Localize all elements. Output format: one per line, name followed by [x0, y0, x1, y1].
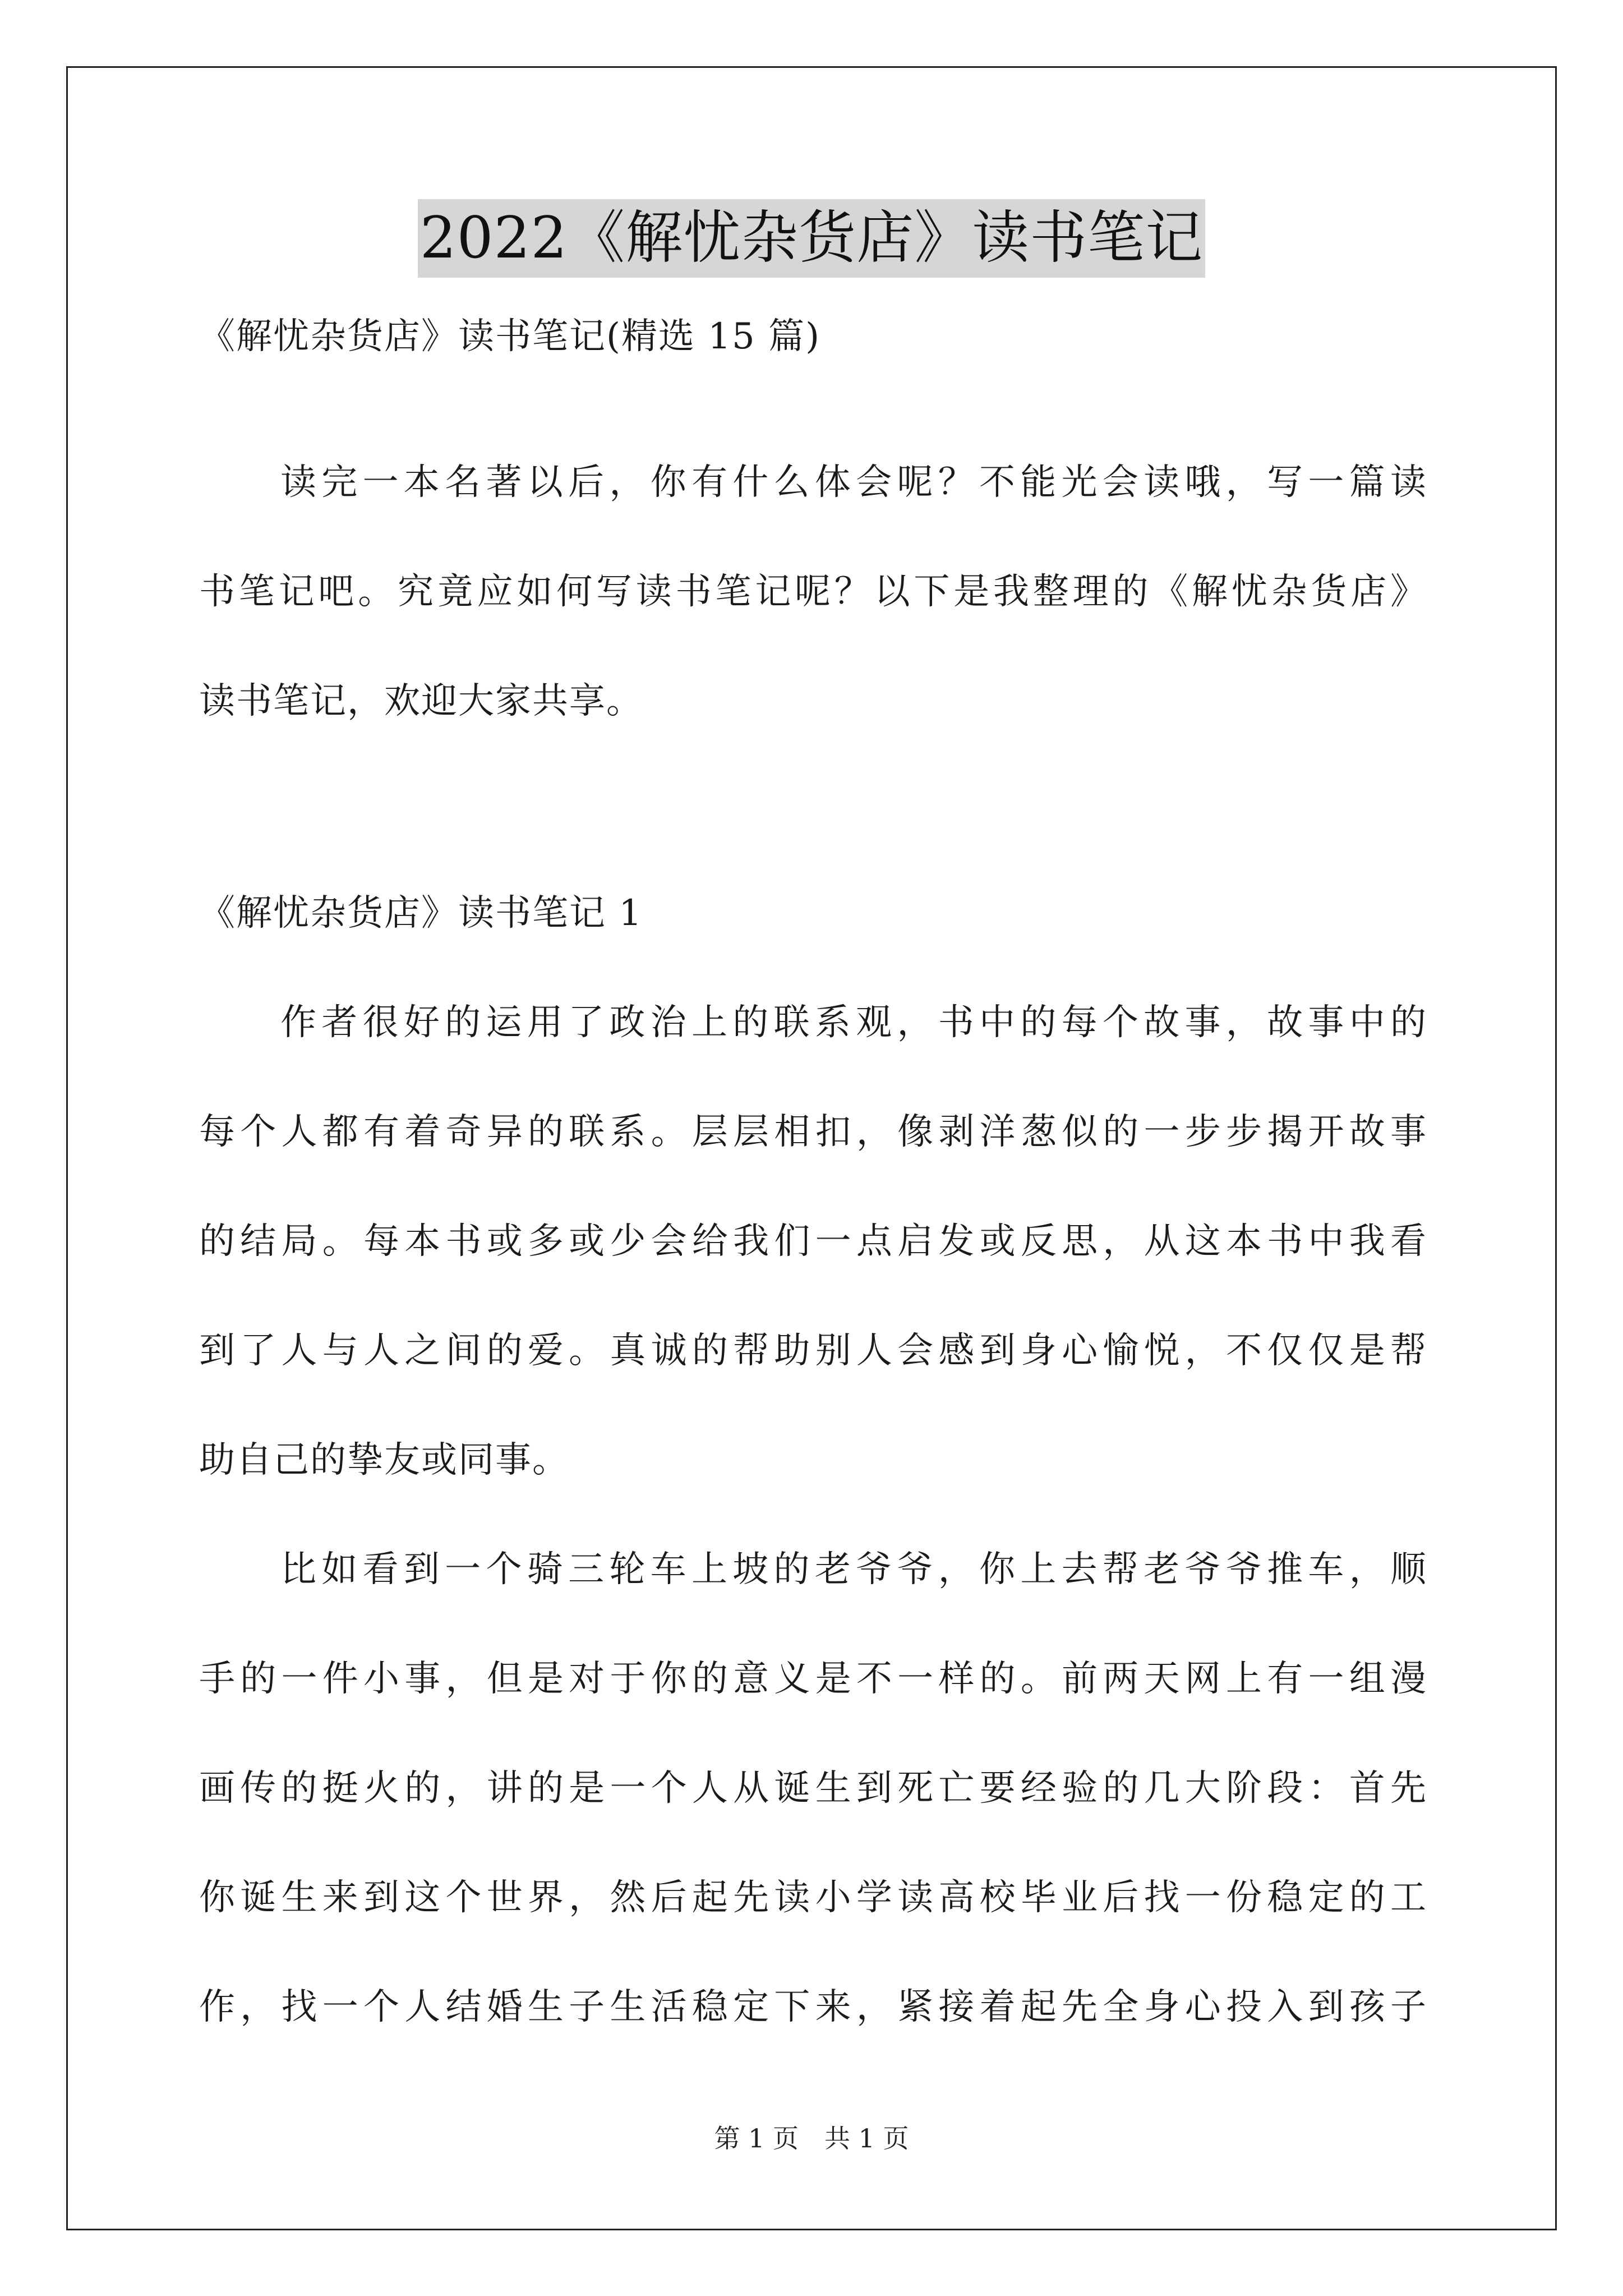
paragraph-line: 作者很好的运用了政治上的联系观，书中的每个故事，故事中的 — [280, 1002, 1427, 1043]
section-heading: 《解忧杂货店》读书笔记 1 — [199, 892, 643, 934]
document-title: 2022《解忧杂货店》读书笔记 — [418, 199, 1206, 278]
paragraph-line: 作，找一个人结婚生子生活稳定下来，紧接着起先全身心投入到孩子 — [199, 1986, 1427, 2028]
paragraph-line: 手的一件小事，但是对于你的意义是不一样的。前两天网上有一组漫 — [199, 1658, 1427, 1700]
paragraph-line: 比如看到一个骑三轮车上坡的老爷爷，你上去帮老爷爷推车，顺 — [280, 1549, 1427, 1590]
page-footer: 第 1 页 共 1 页 — [714, 2123, 909, 2154]
document-subtitle: 《解忧杂货店》读书笔记(精选 15 篇) — [199, 316, 821, 357]
paragraph-line: 画传的挺火的，讲的是一个人从诞生到死亡要经验的几大阶段：首先 — [199, 1768, 1427, 1809]
intro-line: 书笔记吧。究竟应如何写读书笔记呢？以下是我整理的《解忧杂货店》 — [199, 571, 1427, 613]
paragraph-line: 的结局。每本书或多或少会给我们一点启发或反思，从这本书中我看 — [199, 1221, 1427, 1262]
paragraph-line: 到了人与人之间的爱。真诚的帮助别人会感到身心愉悦，不仅仅是帮 — [199, 1330, 1427, 1372]
paragraph-line: 你诞生来到这个世界，然后起先读小学读高校毕业后找一份稳定的工 — [199, 1877, 1427, 1918]
paragraph-line: 每个人都有着奇异的联系。层层相扣，像剥洋葱似的一步步揭开故事 — [199, 1111, 1427, 1153]
intro-line: 读书笔记，欢迎大家共享。 — [199, 680, 643, 722]
paragraph-line: 助自己的挚友或同事。 — [199, 1439, 569, 1481]
intro-line: 读完一本名著以后，你有什么体会呢？不能光会读哦，写一篇读 — [280, 462, 1427, 503]
title-wrap — [0, 199, 1623, 278]
